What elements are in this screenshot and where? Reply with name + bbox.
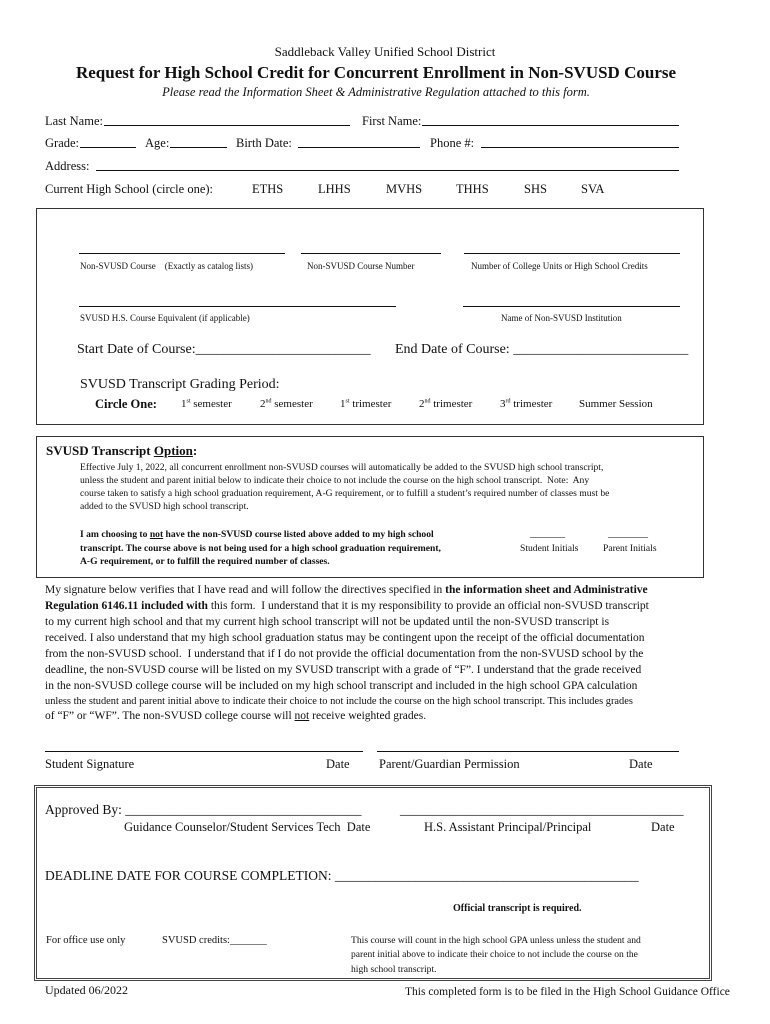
course-name-label: Non-SVUSD Course (Exactly as catalog lists) [80, 261, 253, 271]
course-name-field[interactable] [79, 253, 285, 254]
office-use-label: For office use only [46, 935, 126, 946]
last-name-field[interactable] [104, 125, 350, 126]
gpa-note-line-1: This course will count in the high school GPA unless unless the student and [351, 935, 641, 946]
institution-label: Name of Non-SVUSD Institution [501, 313, 622, 323]
period-option-2nd-semester[interactable]: 2nd semester [260, 398, 313, 410]
principal-date-label: Date [651, 820, 675, 834]
age-label: Age: [145, 136, 170, 150]
current-school-label: Current High School (circle one): [45, 182, 214, 196]
verification-line-1: My signature below verifies that I have read and will follow the directives specified in the information sheet and Administrative [45, 584, 648, 596]
transcript-option-heading: SVUSD Transcript Option: [46, 443, 198, 458]
student-signature-label: Student Signature [45, 757, 135, 771]
units-label: Number of College Units or High School Credits [471, 261, 648, 271]
option-text-line-4: added to the SVUSD high school transcript. [80, 501, 249, 512]
filing-note: This completed form is to be filed in the High School Guidance Office [405, 986, 730, 998]
verification-line-8: unless the student and parent initial above to indicate their choice to not include the course on the high school transcript. This includes grades [45, 696, 633, 707]
option-text-line-3: course taken to satisfy a high school graduation requirement, A-G requirement, or to fulfill a student’s required number of classes must be [80, 488, 610, 499]
district-name: Saddleback Valley Unified School District [274, 44, 496, 59]
first-name-field[interactable] [422, 125, 679, 126]
verification-line-7: in the non-SVUSD college course will be included on my high school transcript and included in the high school GPA calculation [45, 680, 638, 692]
student-signature-field[interactable] [45, 751, 363, 752]
period-option-3rd-trimester[interactable]: 3rd trimester [500, 398, 553, 410]
verification-line-6: deadline, the non-SVUSD course will be listed on my SVUSD transcript with a grade of “F”. I understand that the grade received [45, 664, 642, 676]
parent-initials-label: Parent Initials [603, 543, 657, 554]
grade-label: Grade: [45, 136, 80, 150]
verification-line-9: of “F” or “WF”. The non-SVUSD college course will not receive weighted grades. [45, 710, 427, 722]
student-initials-label: Student Initials [520, 543, 579, 554]
svusd-credits-field[interactable]: SVUSD credits:_______ [162, 935, 267, 946]
official-transcript-note: Official transcript is required. [453, 903, 582, 914]
parent-date-label: Date [629, 757, 653, 771]
deadline-field[interactable]: DEADLINE DATE FOR COURSE COMPLETION: _____________________________________________ [45, 868, 639, 883]
last-name-label: Last Name: [45, 114, 103, 128]
verification-line-4: received. I also understand that my high school graduation status may be contingent upon the receipt of the official documentation [45, 632, 645, 644]
address-label: Address: [45, 159, 90, 173]
updated-date: Updated 06/2022 [45, 983, 128, 997]
opt-out-line-2: transcript. The course above is not being used for a high school graduation requirement, [80, 543, 441, 554]
option-text-line-2: unless the student and parent initial below to indicate their choice to not include the course on the high school transcript. Note: Any [80, 475, 590, 486]
equivalent-course-field[interactable] [79, 306, 396, 307]
period-option-1st-semester[interactable]: 1st semester [181, 398, 232, 410]
verification-line-3: to my current high school and that my current high school transcript will not be updated until the non-SVUSD transcript is [45, 616, 610, 628]
birth-date-field[interactable] [298, 147, 420, 148]
verification-line-5: from the non-SVUSD school. I understand that if I do not provide the official documentation from the non-SVUSD school by the [45, 648, 644, 660]
equivalent-course-label: SVUSD H.S. Course Equivalent (if applicable) [80, 313, 250, 323]
period-option-2nd-trimester[interactable]: 2nd trimester [419, 398, 473, 410]
school-option-thhs[interactable]: THHS [456, 182, 489, 196]
parent-signature-field[interactable] [377, 751, 679, 752]
gpa-note-line-2: parent initial above to indicate their choice to not include the course on the [351, 949, 638, 960]
principal-label: H.S. Assistant Principal/Principal [424, 820, 592, 834]
course-number-label: Non-SVUSD Course Number [307, 261, 415, 271]
units-field[interactable] [464, 253, 680, 254]
end-date-field[interactable]: End Date of Course: _________________________ [395, 342, 689, 357]
school-option-sva[interactable]: SVA [581, 182, 605, 196]
counselor-label: Guidance Counselor/Student Services Tech Date [124, 820, 371, 834]
school-option-lhhs[interactable]: LHHS [318, 182, 351, 196]
parent-permission-label: Parent/Guardian Permission [379, 757, 520, 771]
parent-initials-field[interactable]: ________ [608, 528, 648, 539]
form-title: Request for High School Credit for Concurrent Enrollment in Non-SVUSD Course [75, 63, 677, 82]
start-date-field[interactable]: Start Date of Course:_________________________ [77, 342, 371, 357]
address-field[interactable] [96, 170, 679, 171]
course-number-field[interactable] [301, 253, 441, 254]
opt-out-line-1: I am choosing to not have the non-SVUSD course listed above added to my high school [80, 529, 434, 540]
option-text-line-1: Effective July 1, 2022, all concurrent enrollment non-SVUSD courses will automatically be added to the SVUSD high school transcript, [80, 462, 604, 473]
phone-label: Phone #: [430, 136, 475, 150]
age-field[interactable] [170, 147, 227, 148]
period-option-summer-session[interactable]: Summer Session [579, 398, 653, 410]
grade-field[interactable] [80, 147, 136, 148]
circle-one-label: Circle One: [95, 397, 157, 411]
gpa-note-line-3: high school transcript. [351, 964, 437, 975]
school-option-eths[interactable]: ETHS [252, 182, 284, 196]
verification-line-2: Regulation 6146.11 included with this form. I understand that it is my responsibility to provide an official non-SVUSD transcript [45, 600, 649, 612]
phone-field[interactable] [481, 147, 679, 148]
school-option-mvhs[interactable]: MVHS [386, 182, 423, 196]
first-name-label: First Name: [362, 114, 422, 128]
approved-by-field[interactable]: Approved By: ___________________________________ [45, 802, 362, 817]
school-option-shs[interactable]: SHS [524, 182, 547, 196]
period-option-1st-trimester[interactable]: 1st trimester [340, 398, 392, 410]
student-initials-field[interactable]: _______ [530, 528, 565, 539]
institution-field[interactable] [463, 306, 680, 307]
form-subtitle: Please read the Information Sheet & Administrative Regulation attached to this form. [162, 85, 590, 99]
birth-date-label: Birth Date: [236, 136, 292, 150]
grading-period-label: SVUSD Transcript Grading Period: [80, 377, 280, 392]
principal-signature-field[interactable]: __________________________________________ [400, 802, 684, 817]
opt-out-line-3: A-G requirement, or to fulfill the required number of classes. [80, 556, 330, 567]
student-date-label: Date [326, 757, 350, 771]
